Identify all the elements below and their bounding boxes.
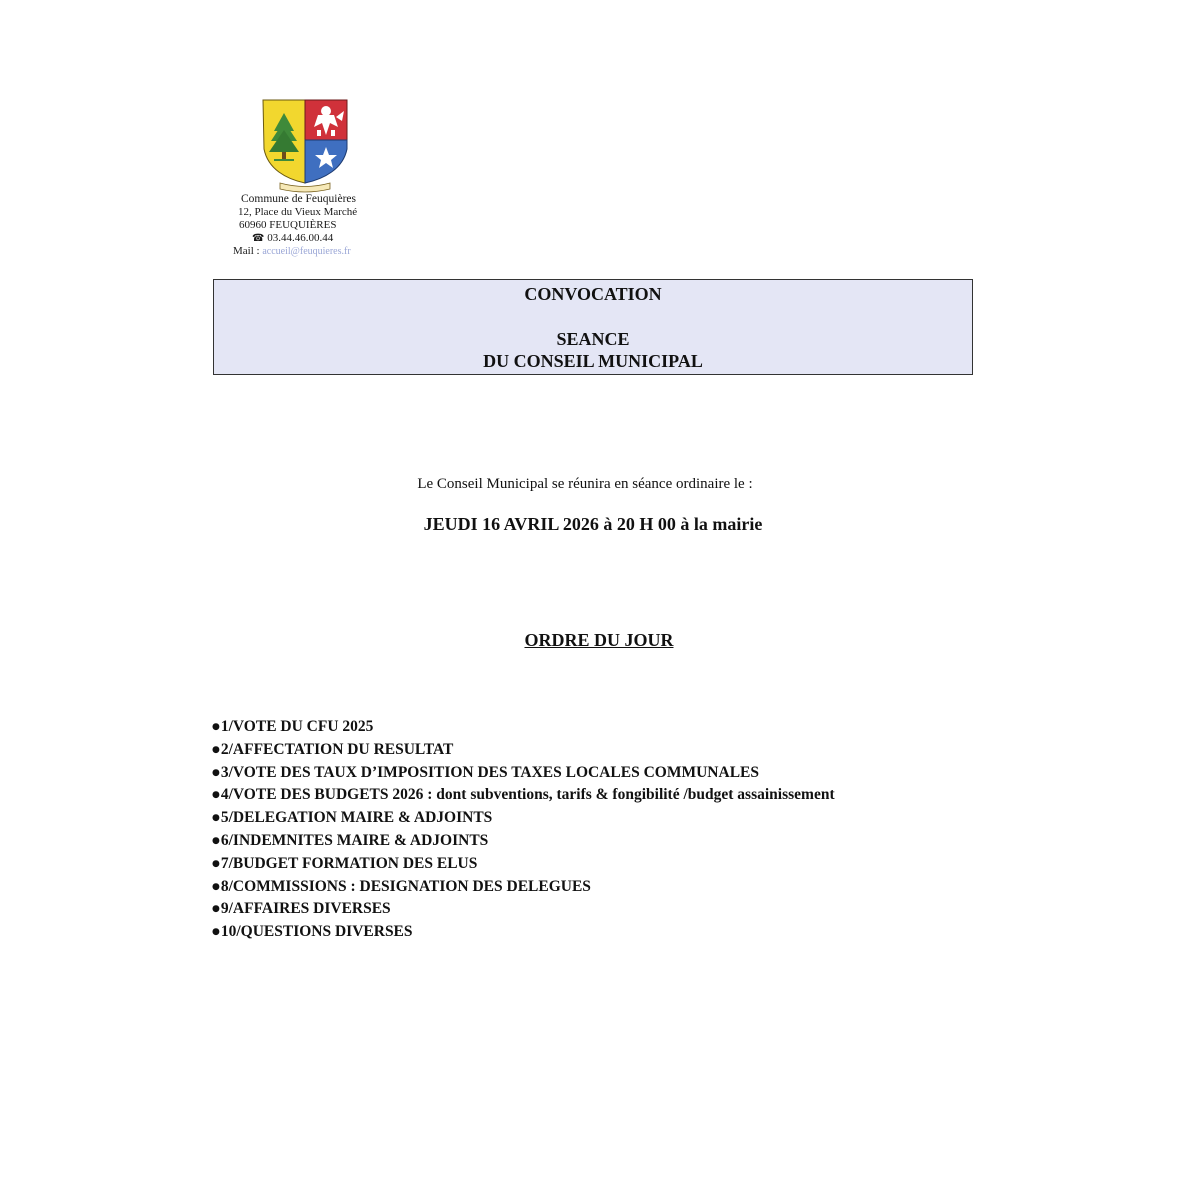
agenda-item: ●7/BUDGET FORMATION DES ELUS bbox=[212, 854, 478, 872]
agenda-item: ●8/COMMISSIONS : DESIGNATION DES DELEGUES bbox=[212, 877, 591, 895]
title-seance: SEANCE bbox=[556, 329, 630, 349]
agenda-item: ●4/VOTE DES BUDGETS 2026 : dont subventions, tarifs & fongibilité /budget assainissement bbox=[212, 786, 835, 804]
telephone-icon: ☎ bbox=[252, 233, 265, 244]
commune-name: Commune de Feuquières bbox=[241, 193, 356, 205]
agenda-item: ●10/QUESTIONS DIVERSES bbox=[212, 923, 413, 941]
mail-label: Mail : bbox=[233, 245, 260, 257]
bullet-icon: ● bbox=[212, 881, 220, 892]
agenda-item: ●2/AFFECTATION DU RESULTAT bbox=[212, 740, 454, 758]
bullet-icon: ● bbox=[212, 767, 220, 778]
coat-of-arms-logo bbox=[260, 97, 350, 193]
bullet-icon: ● bbox=[212, 744, 220, 755]
bullet-icon: ● bbox=[212, 927, 220, 938]
agenda-item: ●5/DELEGATION MAIRE & ADJOINTS bbox=[212, 809, 493, 827]
meeting-date: JEUDI 16 AVRIL 2026 à 20 H 00 à la mairie bbox=[423, 514, 763, 534]
city-postal: 60960 FEUQUIÈRES bbox=[239, 219, 337, 231]
agenda-item: ●6/INDEMNITES MAIRE & ADJOINTS bbox=[212, 831, 489, 849]
title-convocation: CONVOCATION bbox=[524, 284, 662, 304]
bullet-icon: ● bbox=[212, 722, 220, 732]
letterhead-address bbox=[222, 193, 397, 258]
mail-line bbox=[222, 245, 397, 258]
agenda-item: ●3/VOTE DES TAUX D’IMPOSITION DES TAXES LOCALES COMMUNALES bbox=[212, 763, 759, 781]
phone-number: 03.44.46.00.44 bbox=[267, 232, 334, 244]
street-address: 12, Place du Vieux Marché bbox=[238, 206, 358, 218]
agenda-item: ●9/AFFAIRES DIVERSES bbox=[212, 900, 391, 918]
agenda-heading: ORDRE DU JOUR bbox=[524, 630, 674, 650]
bullet-icon: ● bbox=[212, 835, 220, 846]
crest-ribbon bbox=[280, 183, 330, 192]
meeting-intro: Le Conseil Municipal se réunira en séance ordinaire le : bbox=[417, 476, 753, 492]
bullet-icon: ● bbox=[212, 813, 220, 824]
convocation-title-box bbox=[213, 279, 973, 375]
mail-link[interactable]: accueil@feuquieres.fr bbox=[262, 246, 351, 257]
phone-line bbox=[222, 232, 397, 245]
agenda-item: ●1/VOTE DU CFU 2025 bbox=[212, 718, 374, 735]
bullet-icon: ● bbox=[212, 904, 220, 915]
agenda-list bbox=[212, 717, 835, 945]
bullet-icon: ● bbox=[212, 858, 220, 869]
bullet-icon: ● bbox=[212, 790, 220, 801]
title-conseil-municipal: DU CONSEIL MUNICIPAL bbox=[483, 351, 703, 371]
